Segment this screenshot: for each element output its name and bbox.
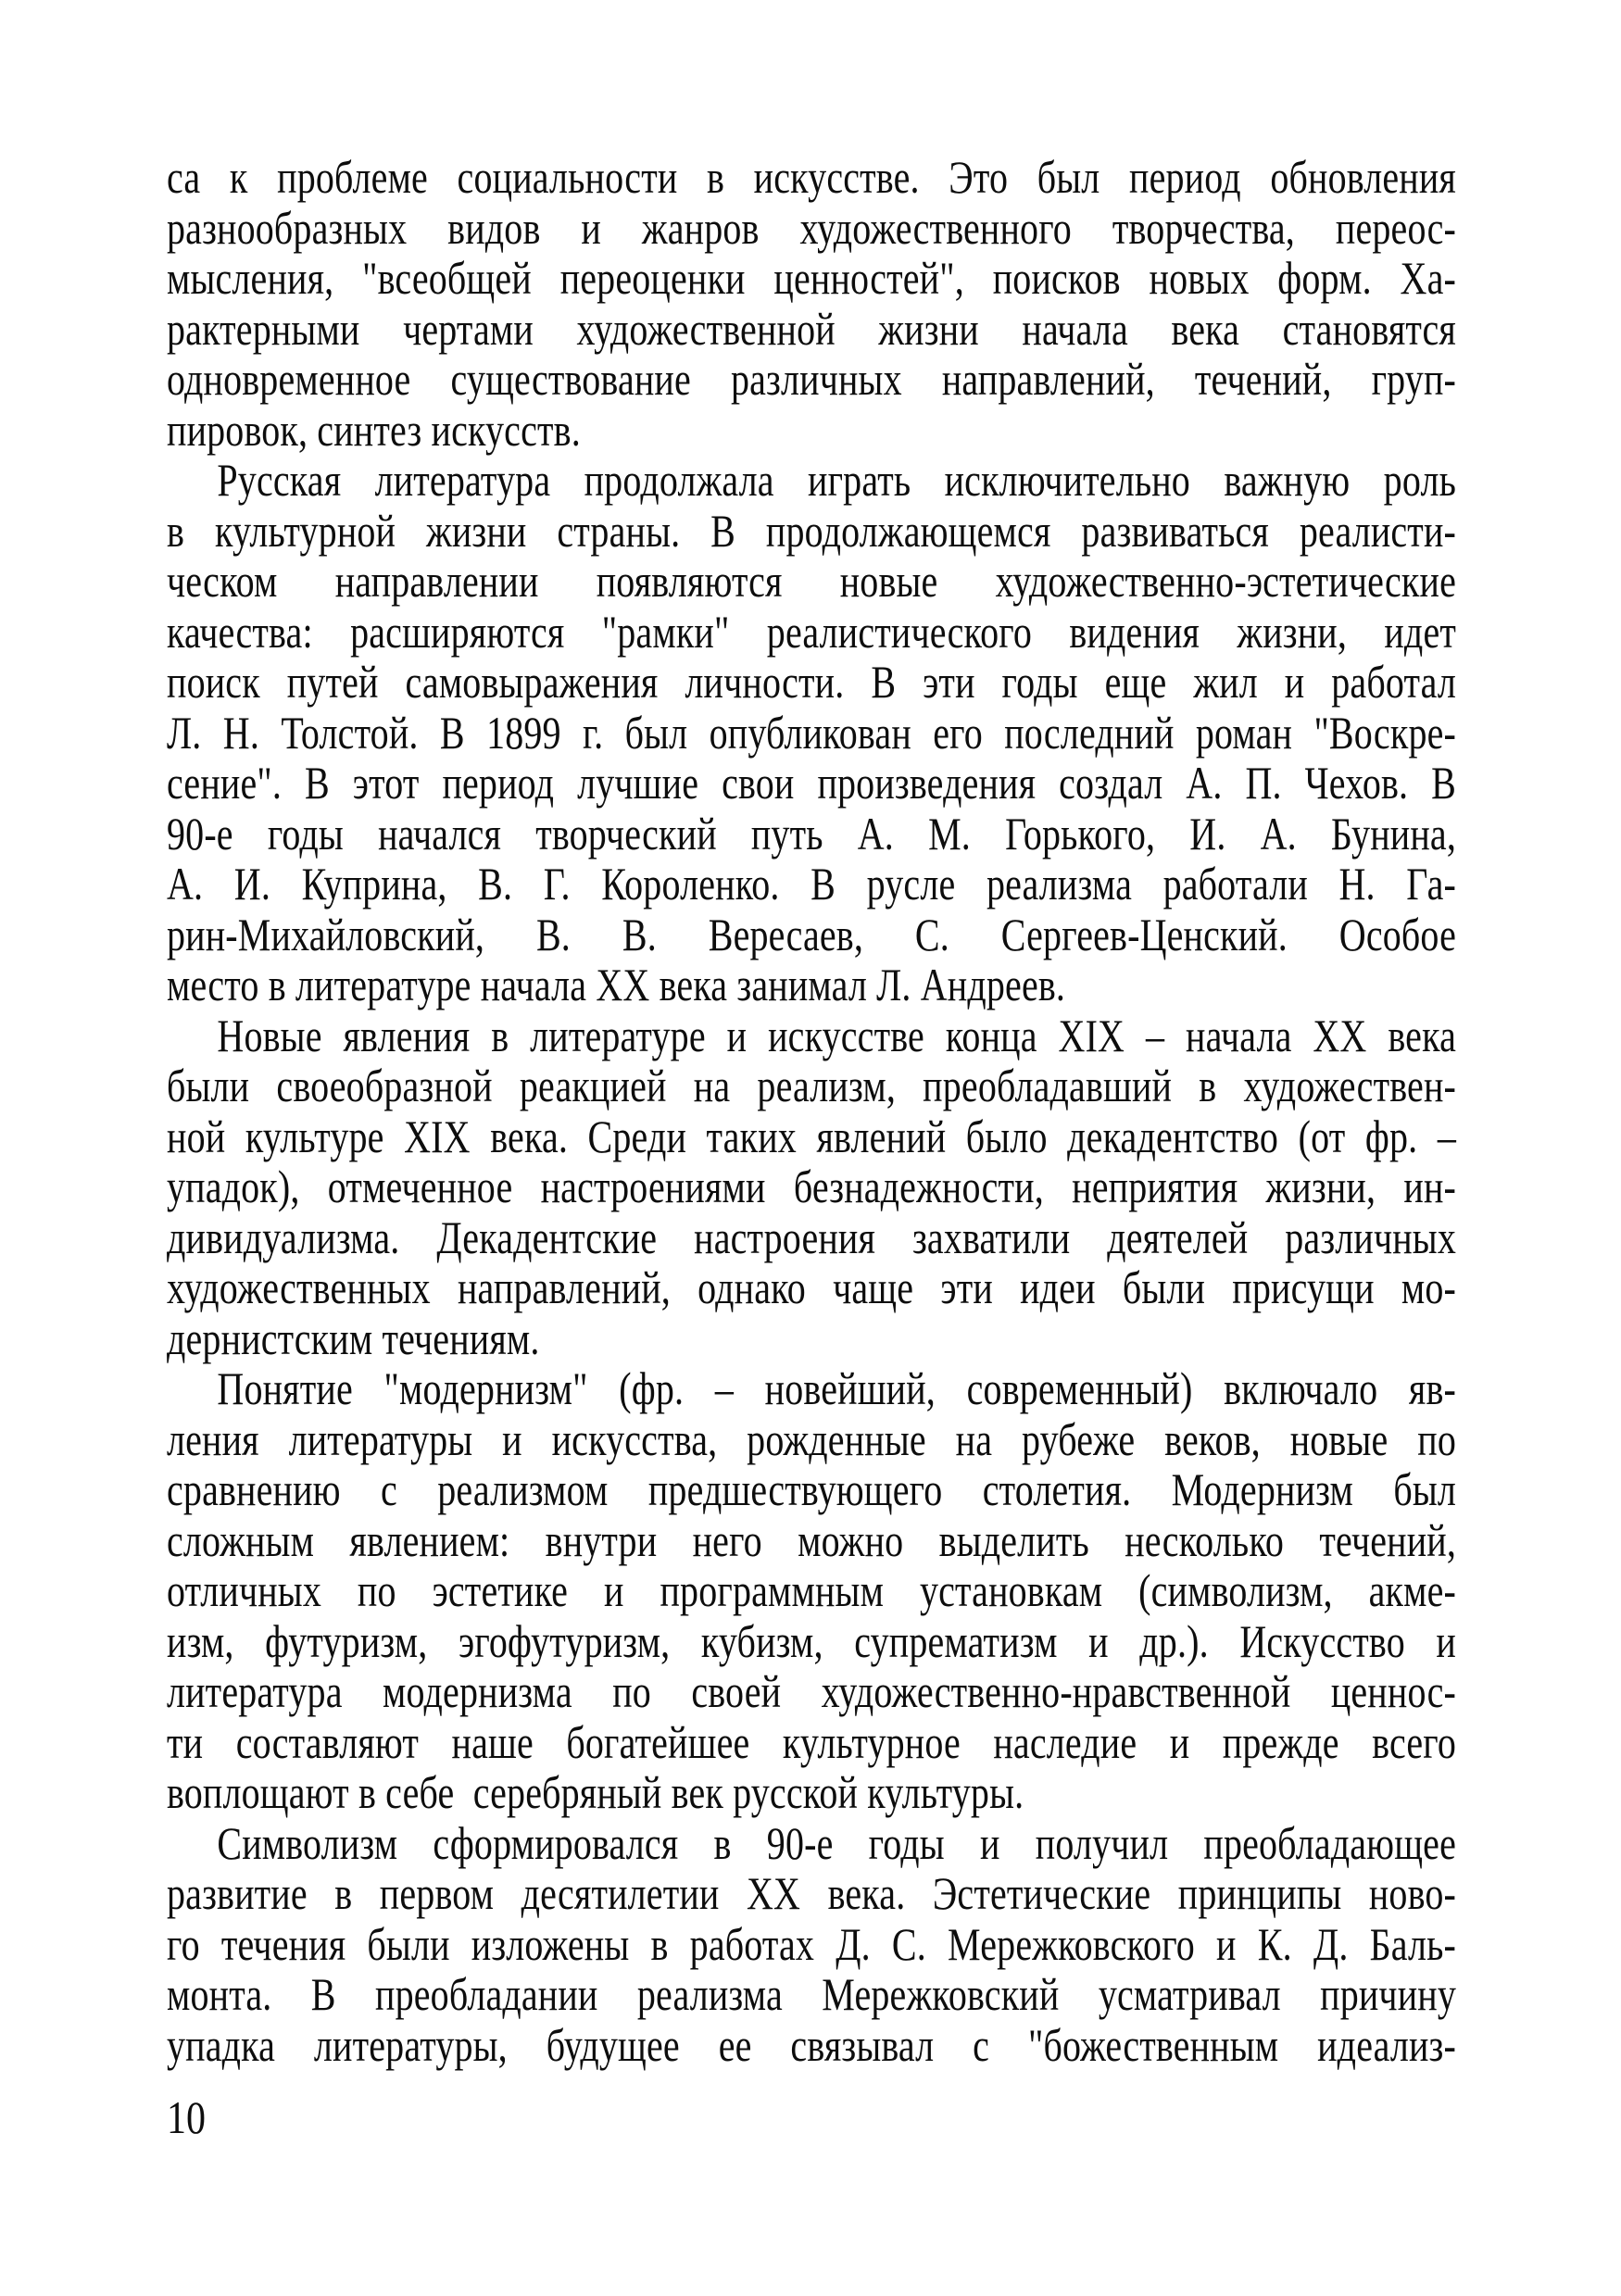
text-line: рактерными чертами художественной жизни начала века становятся	[167, 302, 1456, 355]
text-line: ления литературы и искусства, рожденные на рубеже веков, новые по	[167, 1412, 1456, 1465]
text-line: сложным явлением: внутри него можно выделить несколько течений,	[167, 1513, 1456, 1566]
text-line: в культурной жизни страны. В продолжающемся развиваться реалисти-	[167, 504, 1456, 557]
text-line: са к проблеме социальности в искусстве. Это был период обновления	[167, 151, 1456, 203]
text-line: монта. В преобладании реализма Мережковский усматривал причину	[167, 1968, 1456, 2020]
text-line: ческом направлении появляются новые художественно-эстетические	[167, 555, 1456, 607]
text-line: отличных по эстетике и программным установкам (символизм, акме-	[167, 1564, 1456, 1616]
text-line: были своеобразной реакцией на реализм, преобладавший в художествен-	[167, 1060, 1456, 1111]
paragraph	[167, 1363, 1456, 1818]
text-line: ти составляют наше богатейшее культурное наследие и прежде всего	[167, 1715, 1456, 1768]
text-line: поиск путей самовыражения личности. В эти годы еще жил и работал	[167, 656, 1456, 708]
page-number: 10	[167, 2091, 206, 2143]
text-line: сение". В этот период лучшие свои произведения создал А. П. Чехов. В	[167, 757, 1456, 809]
text-line: пировок, синтез искусств.	[167, 403, 581, 456]
text-line: упадка литературы, будущее ее связывал с "божественным идеализ-	[167, 2018, 1456, 2071]
text-line: сравнению с реализмом предшествующего столетия. Модернизм был	[167, 1463, 1456, 1515]
text-line: художественных направлений, однако чаще эти идеи были присущи мо-	[167, 1261, 1456, 1313]
paragraph	[167, 1010, 1456, 1364]
text-line: 90-е годы начался творческий путь А. М. Горького, И. А. Бунина,	[167, 807, 1456, 859]
text-line: го течения были изложены в работах Д. С. Мережковского и К. Д. Баль-	[167, 1917, 1456, 1970]
text-line: дернистским течениям.	[167, 1311, 540, 1364]
text-line: место в литературе начала XX века занимал Л. Андреев.	[167, 959, 1066, 1010]
text-line: упадок), отмеченное настроениями безнадежности, неприятия жизни, ин-	[167, 1161, 1456, 1212]
paragraph	[167, 455, 1456, 1010]
text-line: разнообразных видов и жанров художественного творчества, переос-	[167, 201, 1456, 254]
text-line: одновременное существование различных направлений, течений, груп-	[167, 353, 1456, 405]
text-line: литература модернизма по своей художественно-нравственной ценнос-	[167, 1665, 1456, 1717]
text-line: воплощают в себе серебряный век русской культуры.	[167, 1766, 1024, 1818]
text-line: развитие в первом десятилетии XX века. Эстетические принципы ново-	[167, 1867, 1456, 1919]
text-line: Русская литература продолжала играть исключительно важную роль	[217, 454, 1456, 506]
text-line: рин-Михайловский, В. В. Вересаев, С. Сергеев-Ценский. Особое	[167, 908, 1456, 960]
paragraph	[167, 1818, 1456, 2071]
text-line: Новые явления в литературе и искусстве конца XIX – начала XX века	[217, 1009, 1456, 1061]
body-text	[167, 152, 1456, 2070]
text-line: изм, футуризм, эгофутуризм, кубизм, супрематизм и др.). Искусство и	[167, 1614, 1456, 1667]
text-line: Символизм сформировался в 90-е годы и получил преобладающее	[217, 1816, 1456, 1869]
text-line: А. И. Куприна, В. Г. Короленко. В русле реализма работали Н. Га-	[167, 858, 1456, 910]
text-line: Понятие "модернизм" (фр. – новейший, современный) включало яв-	[217, 1362, 1456, 1414]
text-line: качества: расширяются "рамки" реалистического видения жизни, идет	[167, 605, 1456, 658]
text-line: дивидуализма. Декадентские настроения захватили деятелей различных	[167, 1211, 1456, 1263]
text-line: ной культуре XIX века. Среди таких явлений было декадентство (от фр. –	[167, 1110, 1456, 1162]
paragraph	[167, 152, 1456, 455]
text-line: Л. Н. Толстой. В 1899 г. был опубликован его последний роман "Воскре-	[167, 706, 1456, 759]
text-line: мысления, "всеобщей переоценки ценностей", поисков новых форм. Ха-	[167, 252, 1456, 304]
